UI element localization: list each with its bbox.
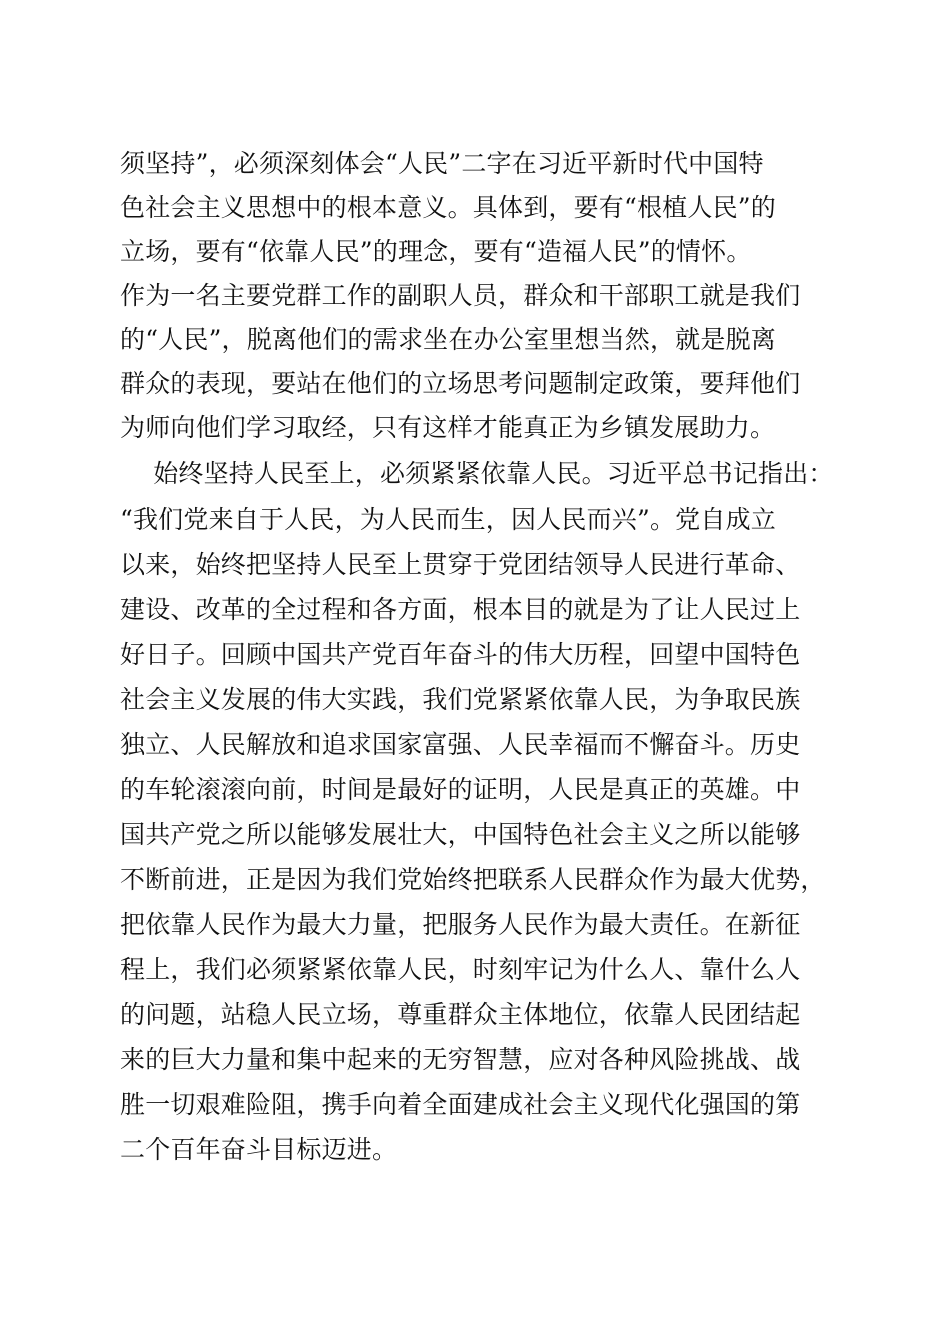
text-line: 群众的表现，要站在他们的立场思考问题制定政策，要拜他们 [120, 369, 801, 398]
text-line: 胜一切艰难险阻，携手向着全面建成社会主义现代化强国的第 [120, 1090, 801, 1119]
text-line: 独立、人民解放和追求国家富强、人民幸福而不懈奋斗。历史 [120, 730, 801, 759]
text-line: 色社会主义思想中的根本意义。具体到，要有“根植人民”的 [120, 193, 776, 222]
text-line: 的车轮滚滚向前，时间是最好的证明，人民是真正的英雄。中 [120, 775, 801, 804]
text-line: 以来，始终把坚持人民至上贯穿于党团结领导人民进行革命、 [120, 550, 801, 579]
text-line: 建设、改革的全过程和各方面，根本目的就是为了让人民过上 [120, 595, 801, 624]
text-line: 来的巨大力量和集中起来的无穷智慧，应对各种风险挑战、战 [120, 1045, 801, 1074]
text-line: 的“人民”，脱离他们的需求坐在办公室里想当然，就是脱离 [120, 325, 776, 354]
text-line: 为师向他们学习取经，只有这样才能真正为乡镇发展助力。 [120, 413, 776, 442]
text-line: 立场，要有“依靠人民”的理念，要有“造福人民”的情怀。 [120, 237, 752, 266]
text-line: 国共产党之所以能够发展壮大，中国特色社会主义之所以能够 [120, 820, 801, 849]
text-line: 二个百年奋斗目标迈进。 [120, 1135, 398, 1164]
text-line: 的问题，站稳人民立场，尊重群众主体地位，依靠人民团结起 [120, 1000, 801, 1029]
text-line: 把依靠人民作为最大力量，把服务人民作为最大责任。在新征 [120, 910, 801, 939]
text-line: 作为一名主要党群工作的副职人员，群众和干部职工就是我们 [120, 281, 801, 310]
text-line: 好日子。回顾中国共产党百年奋斗的伟大历程，回望中国特色 [120, 640, 801, 669]
text-line: 程上，我们必须紧紧依靠人民，时刻牢记为什么人、靠什么人 [120, 955, 801, 984]
text-line: 社会主义发展的伟大实践，我们党紧紧依靠人民，为争取民族 [120, 685, 801, 714]
text-line: 须坚持”，必须深刻体会“人民”二字在习近平新时代中国特 [120, 149, 764, 178]
text-line: “我们党来自于人民，为人民而生，因人民而兴”。党自成立 [120, 505, 776, 534]
text-line: 不断前进，正是因为我们党始终把联系人民群众作为最大优势， [120, 865, 826, 894]
text-line: 始终坚持人民至上，必须紧紧依靠人民。习近平总书记指出： [128, 459, 834, 488]
